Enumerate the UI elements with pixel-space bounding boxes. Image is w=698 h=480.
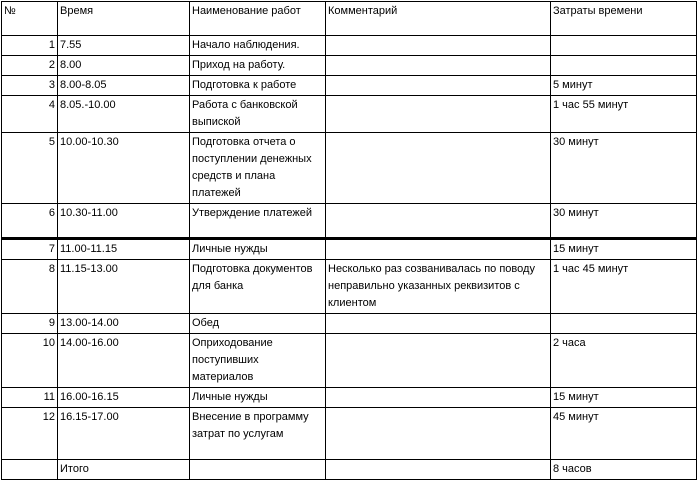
table-row xyxy=(2,56,697,76)
total-comment xyxy=(326,460,551,480)
timekeeping-table xyxy=(1,1,697,480)
row-comment xyxy=(326,56,551,76)
row-num: 11 xyxy=(2,388,58,408)
row-num: 2 xyxy=(2,56,58,76)
total-spent: 8 часов xyxy=(551,460,697,480)
row-comment xyxy=(326,334,551,388)
row-comment xyxy=(326,36,551,56)
row-spent: 1 час 45 минут xyxy=(551,260,697,314)
row-time: 7.55 xyxy=(58,36,190,56)
row-time: 14.00-16.00 xyxy=(58,334,190,388)
total-task xyxy=(190,460,326,480)
row-comment xyxy=(326,408,551,460)
row-spent: 15 минут xyxy=(551,239,697,260)
row-time: 11.15-13.00 xyxy=(58,260,190,314)
header-spent: Затраты времени xyxy=(551,2,697,36)
table-row xyxy=(2,388,697,408)
row-comment xyxy=(326,388,551,408)
row-num: 12 xyxy=(2,408,58,460)
table-row xyxy=(2,260,697,314)
row-num: 10 xyxy=(2,334,58,388)
row-task: Подготовка отчета о поступлении денежных средств и плана платежей xyxy=(190,133,326,204)
total-num xyxy=(2,460,58,480)
header-comment: Комментарий xyxy=(326,2,551,36)
row-task: Приход на работу. xyxy=(190,56,326,76)
row-time: 8.05.-10.00 xyxy=(58,96,190,133)
row-task: Обед xyxy=(190,314,326,334)
row-num: 9 xyxy=(2,314,58,334)
row-task: Работа с банковской выпиской xyxy=(190,96,326,133)
header-time: Время xyxy=(58,2,190,36)
total-row xyxy=(2,460,697,480)
row-spent xyxy=(551,314,697,334)
row-comment xyxy=(326,96,551,133)
table-row xyxy=(2,239,697,260)
row-time: 16.00-16.15 xyxy=(58,388,190,408)
row-comment: Несколько раз созванивалась по поводу неправильно указанных реквизитов с клиентом xyxy=(326,260,551,314)
table-row xyxy=(2,204,697,239)
row-comment xyxy=(326,204,551,239)
row-spent xyxy=(551,36,697,56)
row-comment xyxy=(326,133,551,204)
header-num: № xyxy=(2,2,58,36)
row-task: Внесение в программу затрат по услугам xyxy=(190,408,326,460)
row-num: 4 xyxy=(2,96,58,133)
row-task: Утверждение платежей xyxy=(190,204,326,239)
row-time: 10.00-10.30 xyxy=(58,133,190,204)
table-row xyxy=(2,334,697,388)
table-row xyxy=(2,36,697,56)
row-num: 6 xyxy=(2,204,58,239)
table-row xyxy=(2,133,697,204)
header-task: Наименование работ xyxy=(190,2,326,36)
row-comment xyxy=(326,239,551,260)
row-time: 8.00-8.05 xyxy=(58,76,190,96)
row-spent: 2 часа xyxy=(551,334,697,388)
row-spent xyxy=(551,56,697,76)
row-task: Личные нужды xyxy=(190,388,326,408)
row-spent: 30 минут xyxy=(551,133,697,204)
row-task: Личные нужды xyxy=(190,239,326,260)
total-label: Итого xyxy=(58,460,190,480)
row-num: 3 xyxy=(2,76,58,96)
row-task: Подготовка документов для банка xyxy=(190,260,326,314)
row-time: 11.00-11.15 xyxy=(58,239,190,260)
table-row xyxy=(2,314,697,334)
row-task: Подготовка к работе xyxy=(190,76,326,96)
row-num: 7 xyxy=(2,239,58,260)
row-time: 8.00 xyxy=(58,56,190,76)
row-time: 13.00-14.00 xyxy=(58,314,190,334)
row-spent: 5 минут xyxy=(551,76,697,96)
row-task: Оприходование поступивших материалов xyxy=(190,334,326,388)
row-comment xyxy=(326,314,551,334)
row-spent: 15 минут xyxy=(551,388,697,408)
row-time: 16.15-17.00 xyxy=(58,408,190,460)
table-row xyxy=(2,76,697,96)
row-num: 5 xyxy=(2,133,58,204)
row-spent: 45 минут xyxy=(551,408,697,460)
row-num: 8 xyxy=(2,260,58,314)
row-num: 1 xyxy=(2,36,58,56)
table-row xyxy=(2,408,697,460)
table-row xyxy=(2,96,697,133)
row-spent: 30 минут xyxy=(551,204,697,239)
row-spent: 1 час 55 минут xyxy=(551,96,697,133)
row-comment xyxy=(326,76,551,96)
row-time: 10.30-11.00 xyxy=(58,204,190,239)
row-task: Начало наблюдения. xyxy=(190,36,326,56)
header-row xyxy=(2,2,697,36)
